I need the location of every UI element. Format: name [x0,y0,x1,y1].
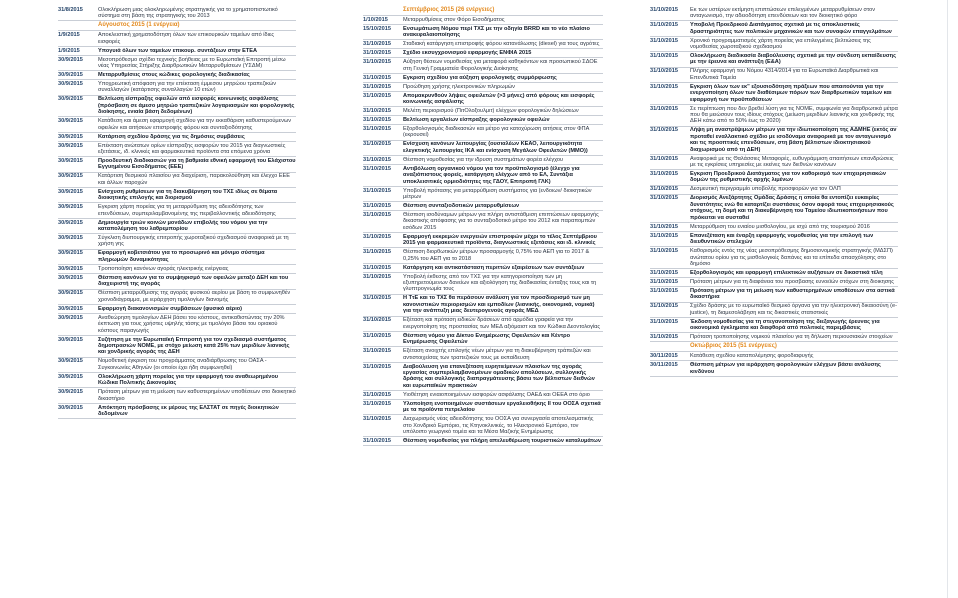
action-description: Προοδευτική διαδικασιών για τη βαθμιαία εθνική εφαρμογή του Ελάχιστου Εγγυημένου Εισοδήματος (ΕΕΕ) [98,158,296,171]
schedule-row [650,352,898,361]
schedule-row [363,264,603,273]
action-description: Κατάρτιση θεσμικού πλαισίου για διαχείριση, παρακολούθηση και έλεγχο ΕΕΕ και άλλων παροχών [98,173,290,186]
schedule-row [363,363,603,391]
deadline-date: 30/9/2015 [58,314,83,321]
deadline-date: 30/9/2015 [58,96,83,103]
deadline-date: 30/9/2015 [58,56,83,63]
deadline-date: 30/9/2015 [58,118,83,125]
deadline-date: 31/10/2015 [363,416,391,423]
schedule-row [650,186,898,195]
deadline-date: 30/9/2015 [58,290,83,297]
action-description: Αύξηση θέσεων νομοθεσίας για μεταφορά καθηκόντων και προσωπικού ΣΔΟΕ στη Γενική Γραμματεία Φορολογικής Διοίκησης [403,59,598,72]
action-description: Σχέδιο εκσυγχρονισμού εφαρμογής ΕΝΦΙΑ 2015 [403,50,532,57]
action-description: Επανεξέταση και έναρξη εφαρμογής νομοθεσίας για την επιλογή των διευθυντικών στελεχών [690,232,874,246]
deadline-date: 31/10/2015 [363,249,391,256]
schedule-row [650,232,898,247]
action-description: Ενίσχυση κανόνων λειτουργίας (ουσιαλέων ΚΕΑΟ, λειτουργικότητα ελεγκτικής λειτουργίας ΙΚΑ και ενίσχυση Μεγάλων Οφειλετών (ΜΜΟ)) [403,141,588,154]
schedule-row [58,404,296,419]
schedule-row [58,56,296,71]
schedule-row [363,74,603,83]
action-description: Ολοκλήρωση μιας ολοκληρωμένης στρατηγικής για το χρηματοπιστωτικό σύστημα στη βάση της στρατηγικής του 2013 [98,6,278,20]
deadline-date: 31/10/2015 [650,334,678,341]
action-description: Εξέταση ανοιχτής επιλογής νέων μέτρων για τη διακυβέρνηση τράπεζών και αντιστοιχείσας των τραπεζικών τους με εκπαίδευση [403,348,591,361]
schedule-row [363,141,603,156]
deadline-date: 31/10/2015 [650,318,678,325]
deadline-date: 30/9/2015 [58,72,83,79]
deadline-date: 31/10/2015 [363,212,391,219]
deadline-date: 30/9/2015 [58,219,83,226]
schedule-row [58,173,296,188]
schedule-row [650,303,898,318]
deadline-date: 31/10/2015 [363,92,391,99]
deadline-date: 31/10/2015 [650,269,678,276]
deadline-date: 31/10/2015 [363,203,391,210]
deadline-date: 31/10/2015 [650,171,678,178]
page-edge [947,0,948,598]
schedule-row [363,211,603,233]
schedule-row [650,52,898,67]
action-description: Σε περίπτωση που δεν βρεθεί λύση για τις ΝΟΜΕ, συμφωνία για διαρθρωτικά μέτρα που θα μειώσουν τους ιδίους στόχους (μείωση μεριδίων λιανικής και χονδρικής της ΔΕΗ κάτω από το 50% έως το 2020) [690,105,898,125]
action-description: Εφαρμογή διακανονισμών συμβάσεων (φυσικό αέριο) [98,305,243,312]
action-description: Κατάθεση σχεδίου καταπολέμησης φοροδιαφυγής [690,353,814,360]
deadline-date: 31/10/2015 [650,53,678,60]
action-description: Θέσπιση νομοθεσίας για την ιδρυση συστημάτων φορέα ελέγχου [403,156,564,163]
deadline-date: 31/10/2015 [363,41,391,48]
deadline-date: 30/9/2015 [58,142,83,149]
deadline-date: 15/10/2015 [363,25,391,32]
deadline-date: 31/10/2015 [650,303,678,310]
schedule-row [363,273,603,295]
schedule-row [58,274,296,289]
schedule-row [363,295,603,317]
deadline-date: 30/9/2015 [58,204,83,211]
action-description: Κατάρτιση σχεδίου δράσης για τις δημόσιες συμβάσεις [98,133,245,140]
column-2 [363,6,603,596]
action-description: Υποβολή Προεδρικού Διατάγματος σχετικά με τις αποκλειστικές δραστηριότητες των πολιτικών μηχανικών και των συναφών επαγγελμάτων [690,22,892,35]
deadline-date: 31/10/2015 [363,400,391,407]
deadline-date: 31/10/2015 [650,195,678,202]
schedule-row [58,265,296,274]
action-description: Κατάθεση και άμεση εφαρμογή σχεδίου για την εκκαθάριση καθυστερούμενων οφειλών και αιτήσεων επιστροφής φόρου και συνταξιοδότησης [98,118,292,131]
deadline-date: 31/10/2015 [650,155,678,162]
action-description: Πρόταση μέτρων για τη μείωση των καθυστερημένων υποθέσεων στο διοικητικό δικαστήριο [98,389,296,402]
deadline-date: 1/9/2015 [58,32,80,39]
deadline-date: 30/9/2015 [58,188,83,195]
schedule-row [58,6,296,21]
schedule-row [363,202,603,211]
deadline-date: 31/10/2015 [363,391,391,398]
schedule-row [363,25,603,40]
schedule-row [58,203,296,218]
action-description: Έκδοση νομοθεσίας για τη στεγανοποίηση της διεξαγωγής έρευνας για οικονομικά έγκληματα και διαφθορά από πολιτικές παρεμβάσεις [690,318,880,332]
schedule-row [58,157,296,172]
schedule-row [363,187,603,202]
deadline-date: 31/10/2015 [650,105,678,112]
deadline-date: 31/10/2015 [363,363,391,370]
deadline-date: 31/10/2015 [363,295,391,302]
action-description: Διαχωρισμός νέας αδειοδότησης του ΟΟΣΑ για συνεργασία αποτελεσματικής στο Χονδρικό Εμπόριο, τις Κτηνοκλινικές, το Ηλεκτρονικό Εμπόριο, τον υπόλοιπο γεωργικό τομέα και τα Μέσα Μαζικής Ενημέρωσης [403,416,594,435]
action-description: Δημιουργία τριών κοινών μονάδων επιβολής του νόμου για την καταπολέμηση του λαθρεμπορίου [98,219,268,233]
column-3 [650,6,898,596]
action-description: Θέσπιση διορθωτικών μέτρων προσαρμογής 0,75% του ΑΕΠ για το 2017 & 0,25% του ΑΕΠ για το 2018 [403,249,590,262]
schedule-row [363,107,603,116]
deadline-date: 31/10/2015 [650,278,678,285]
schedule-row [58,336,296,358]
action-description: Υποβολή πρότασης για μεταρρύθμιση συστήματος για (ενδοιων/ διοικητικών μέτρων [403,187,592,201]
schedule-row [58,290,296,305]
action-description: Εγκριση σχεδίου για αύξηση φορολογικής συμμόρφωσης [403,74,557,81]
schedule-row [58,80,296,95]
action-description: Αναφορικά με τις Θαλάσσιες Μεταφορές, ευθυγράμμιση απαιτήσεων επανδρώσεις με τις εγκρίσεις υπηρεσίες με εκείνες των διεθνών κανόνων [690,155,894,169]
schedule-row [650,195,898,223]
schedule-row [58,388,296,403]
action-description: Καθορισμός εντός της νέας μεσοπρόθεσμης δημοσιονομικής στρατηγικής (ΜΔΣΠ) ανώτατου ορίου για τις μισθολογικές δαπάνες και τα επίπεδα απασχόλησης στο δημόσιο [690,248,893,267]
deadline-date: 31/10/2015 [650,248,678,255]
action-description: Προώθηση χρήσης ηλεκτρονικών πληρωμών [403,83,515,90]
action-description: Λήψη μη αναστρέψιμων μέτρων για την ιδιωτικοποίηση της ΑΔΜΗΕ (εκτός αν προταθεί εναλλακτικό σχέδιο με ισοδύναμα αναφορικά με τον ανταγωνισμό και τις προοπτικές επενδύσεων, στη βάση βέλτιστων ιδιοκτησιακού διαχωρισμού από τη ΔΕΗ) [690,127,897,153]
action-description: Υποχρεωτική απόφαση για την επέκταση έμμεσου μητρώου τραπεζικών συναλλαγών (κατάρτισης συναλλαγών 10 ετών) [98,81,276,94]
deadline-date: 31/10/2015 [363,273,391,280]
deadline-date: 31/10/2015 [650,232,678,239]
action-description: Θέσπιση κανόνων για το συμψηφισμό των οφειλών μεταξύ ΔΕΗ και του διαχειριστή της αγοράς [98,274,289,288]
schedule-row [650,333,898,342]
deadline-date: 30/9/2015 [58,358,83,365]
action-description: Εγκριση χάρτη πορείας για τη μεταρρύθμιση της αδειοδότησης των επενδύσεων, συμπεριλαμβανομένης της περιβαλλοντικής αδειοδότησης [98,204,276,217]
schedule-row [650,318,898,333]
deadline-date: 31/10/2015 [650,223,678,230]
deadline-date: 31/10/2015 [650,186,678,193]
deadline-date: 31/10/2015 [363,74,391,81]
deadline-date: 31/10/2015 [363,108,391,115]
schedule-row [650,127,898,155]
action-description: Σχέδιο δράσης με το ευρωπαϊκό θεσμικό όργανα για την ηλεκτρονική δικαιοσύνη (e-justice), τη διαμεσολάβηση και τις δικαστικές στατιστικές [690,303,898,316]
schedule-row [58,71,296,80]
action-description: Αναθεώρηση τιμολογίων ΔΕΗ βάσει του κόστους, αντικαθιστώντας την 20% έκπτωση για τους χρήστες υψηλής τάσης με τιμολόγιο βάσει του οριακού κόστους παραγωγής [98,314,285,334]
deadline-date: 30/9/2015 [58,133,83,140]
deadline-date: 30/9/2015 [58,274,83,281]
action-description: Θέσπιση νομοθεσίας για πλήρη απελευθέρωση τουριστικών καταλυμάτων [403,437,601,444]
schedule-row [650,278,898,287]
schedule-row [650,68,898,83]
deadline-date: 31/10/2015 [650,6,678,13]
schedule-row [363,415,603,437]
schedule-row [650,287,898,302]
deadline-date: 31/10/2015 [363,317,391,324]
schedule-row [58,373,296,388]
deadline-date: 30/11/2015 [650,362,678,369]
action-description: Χρονικό προγραμματισμός χάρτη πορείας για επιλεγμένες βελτιώσεις της νομοθεσίας χωροταξικού σχεδιασμού [690,37,871,51]
schedule-row [650,155,898,170]
schedule-row [650,37,898,52]
deadline-date: 31/10/2015 [363,156,391,163]
deadline-date: 30/9/2015 [58,373,83,380]
action-description: Ενσωμάτωση Νόμου περί ΤΧΣ με την οδηγία BRRD και το νέο πλαίσιο ανακεφαλαιοποίησης [403,25,590,39]
action-description: Αντιβόλωση οργανικού νόμου για τον προϋπολογισμό (έλεγχο για αναξιόπιστους φορείς, κατάργηση ελέγχων από το ΕΛ, Συντάξια υποκλεισιτικές ορμιοδιότητες της ΓΔΟΥ, Επιτροπή ΓΛΚ) [403,165,580,185]
schedule-row [650,223,898,232]
deadline-date: 31/10/2015 [363,117,391,124]
deadline-date: 31/10/2015 [363,165,391,172]
action-description: Θέσπιση μέτρων για ιεράρχηση φορολογικών ελέγχων βάσει ανάλυσης κινδύνου [690,362,881,375]
schedule-row [363,332,603,347]
schedule-row [58,96,296,118]
deadline-date: 30/9/2015 [58,305,83,312]
schedule-row [363,391,603,400]
action-description: Μεταρρυθμίσεις στον Φόρο Εισοδήματος [403,16,505,23]
schedule-row [650,361,898,376]
schedule-row [58,31,296,46]
action-description: Συζήτηση με την Ευρωπαϊκή Επιτροπή για τον σχεδιασμό συστήματος δημοπρασιών ΝΟΜΕ, με στόχο μείωση κατά 25% των μεριδίων λιανικής και χονδρικής αγοράς της ΔΕΗ [98,336,290,356]
action-description: Ολοκλήρωση χάρτη πορείας για την εφαρμογή του αναθεωρημένου Κώδικα Πολιτικής Δικονομίας [98,373,279,387]
action-description: Μεταρρύθμιση του ενιαίου μισθολογίου, με ισχύ από της τουρισμού 2016 [690,223,870,230]
deadline-date: 30/9/2015 [58,389,83,396]
action-description: Δεσμευτική περιγραμμίο υποβολής προσφορών για τον ΟΛΠ [690,186,841,193]
schedule-row [363,116,603,125]
action-description: Θέσπιση συνταξιοδοτικών μεταρρυθμίσεων [403,203,520,210]
action-description: Τροποποίηση κανόνων αγοράς ηλεκτρικής ενέργειας [98,265,229,272]
deadline-date: 30/11/2015 [650,353,678,360]
month-heading: Οκτώβριος 2015 (51 ενέργειες) [650,342,898,352]
deadline-date: 30/9/2015 [58,235,83,242]
deadline-date: 31/10/2015 [363,332,391,339]
action-description: Εκ των υστέρων εκτίμηση επιπτώσεων επιλεγμένων μεταρρυθμίσεων στον ανταγωνισμό, την αδειοδότηση επενδύσεων και τον διοικητικό φόρο [690,6,876,20]
action-description: Ενίσχυση ρυθμίσεων για τη διακυβέρνηση του ΤΧΣ ιδίως σε θέματα διοικητικής επιλογής και διορισμού [98,188,278,202]
action-description: Εγκριση όλων των εκ" εξουσιοδότηση πράξεων που απαιτούνται για την ενεργοποίηση όλων των διαθέσιμων πόρων των διαρθρωτικών ταμείων και εφαρμογή των προϋποθέσεων [690,83,892,103]
schedule-row [363,125,603,140]
deadline-date: 31/10/2015 [650,68,678,75]
schedule-row [363,92,603,107]
schedule-row [363,40,603,49]
action-description: Απομακρυνθούν λήψεις οφειλετών (>3 μήνες) από φόρους και εισφορές κοινωνικής ασφάλισης [403,92,595,106]
deadline-date: 1/10/2015 [363,16,388,23]
deadline-date: 31/10/2015 [363,50,391,57]
schedule-row [363,156,603,165]
action-description: Αποκλειστική χρηματοδότηση όλων των επικουρικών ταμείων από ίδιες εισφορές [98,32,275,45]
schedule-row [650,170,898,185]
action-description: Βελτίωση είσπραξης οφειλών από εισφορές κοινωνικής ασφάλισης (πρόσβαση σε άμεσο μητρώο τραπεζικών λογαριασμών και φορολογικής διοίκησης, ενιαία βάση δεδομένων) [98,96,295,116]
action-description: Εφαρμογή κοβετσιάτου για το προσωρινό και μόνιμο σύστημα πληρωμών δυναμικότητας [98,250,265,263]
schedule-row [363,248,603,263]
action-description: Υιοθέτηση ενιαιοποιημένων εισφορών ασφάλισης ΟΑΕΔ και ΟΕΕΑ στο όριο [403,391,590,398]
action-description: Εγκριση Προεδρικού Διατάγματος για τον καθορισμό των επιχειρησιακών δομών της ρυθμιστικής αρχής λιμένων [690,171,886,184]
action-description: Σύγκλιση διυπουργικής επιτροπής χωροταξικού σχεδιασμού αναφορικά με τη χρήση γης [98,235,289,248]
deadline-date: 31/10/2015 [363,264,391,271]
schedule-row [58,358,296,373]
action-description: Επέκταση ανώτατων ορίων είσπραξης εισφορών του 2015 για διαγνωστικές εξετάσεις, ιδ. κλινικές και φαρμακευτικά προϊόντα στα επόμενα χρόνια [98,142,286,156]
action-description: Υποβολή έκθεσης από τον ΤΧΣ για την κατηγοριοποίηση των μη εξυπηρετούμενων δανείων και αξιολόγηση της διαδικασίας ένταξης τους και τη γλυπτρογνωμία τους [403,273,597,293]
deadline-date: 30/9/2015 [58,173,83,180]
schedule-row [363,317,603,332]
schedule-row [58,219,296,234]
schedule-row [650,83,898,105]
action-description: Σταδιακή κατάργηση επιστροφής φόρου κατανάλωσης (diesel) για τους αγρότες [403,41,600,48]
deadline-date: 31/10/2015 [650,37,678,44]
schedule-row [58,117,296,132]
deadline-date: 30/9/2015 [58,81,83,88]
action-description: Εφαρμογή εκκρεμών ενεργειών επιστροφών μέχρι το τέλος Σεπτέμβριου 2015 για φαρμακευτικά προϊόντα, διαγνωστικές εξετάσεις και ιδ. κλινικές [403,233,597,247]
action-description: Πλήρης εφαρμογή του Νόμου 4314/2014 για τα Ευρωπαϊκά Διαρθρωτικά και Επενδυτικά Ταμεία [690,68,879,81]
schedule-row [58,314,296,336]
schedule-row [650,21,898,36]
action-description: Μεσοπρόθεσμο σχέδιο τεχνικής βοήθειας με το Ευρωπαϊκή Επιτροπή μέσω νέας Υπηρεσίας Στήριξης Διαρθρωτικών Μεταρρυθμίσεων (ΥΣΔΜ) [98,56,286,70]
schedule-row [650,105,898,127]
deadline-date: 31/10/2015 [363,437,391,444]
schedule-row [58,250,296,265]
action-description: Υπογυιά όλων των ταμείων επικουρ. συντάξεων στην ΕΤΕΑ [98,47,258,54]
schedule-row [58,47,296,56]
schedule-row [58,305,296,314]
deadline-date: 31/10/2015 [363,348,391,355]
action-description: Πρόταση μέτρων για τη μείωση των καθυστερημένων υποθέσεων στα αστικά δικαστήρια [690,287,895,301]
schedule-row [650,6,898,21]
schedule-row [58,234,296,249]
deadline-date: 31/10/2015 [363,187,391,194]
action-description: Διαβούλευση για επανεξέταση ευρητιείμενων πλαισίων της αγοράς εργασίας συμπεριλαμβανομένων ομαδικών απολύσεων, συλλογικής δράσης και συλλογικής διαπραγμάτευσης βάσει των βέλτιστων διεθνών και ευρωπαϊκών πρακτικών [403,363,595,389]
schedule-row [363,347,603,362]
action-description: Απόκτηση πρόσβασης εκ μέρους της ΕΛΣΤΑΤ σε πηγές διοικητικών δεδομένων [98,404,279,417]
schedule-row [650,269,898,278]
schedule-row [363,165,603,187]
action-description: Μελέτη περιορισμού (ΠιτΟλοξουλμιτ) ελέγχων φορολογικών δηλώσεων [403,108,579,115]
action-description: Εξέταση και πρόταση ειδικών δράσεων από αρμόδια γραφεία για την ενεργοποίηση της προστασίας των ΜΕΔ αξιόμαιστ και τον Κώδικα Δεοντολογίας [403,317,601,330]
action-description: Υλοποίηση ενοποιημένων συστάσεων εργαλειοθήκης ΙΙ του ΟΟΣΑ σχετικά με τα προϊόντα πετρελαίου [403,400,601,414]
deadline-date: 31/10/2015 [363,141,391,148]
month-heading: Αύγουστος 2015 (1 ενέργεια) [58,21,296,31]
action-description: Κατάργηση και αντικατάσταση περιττών εξαιρέσεων των συντάξεων [403,264,585,271]
action-description: Εξορθολογισμός και εφαρμογή επιλεκτικών αυξήσεων σε δικαστικά τέλη [690,269,883,276]
schedule-row [363,49,603,58]
action-description: Θέσπιση νόμου για Δίκτυο Ενημέρωσης Οφειλετών και Κέντρο Ενημέρωσης Οφειλετών [403,332,571,346]
schedule-row [363,16,603,25]
action-description: Η ΤτΕ και το ΤΧΣ θα περάσουν ανάλυση για τον προσδιορισμό των μη κανονιστικών περιορισμών και εμποδίων (λιανικής, οικονομικά, νομικά) για την ανάπτυξη μιας δευτερογενούς αγοράς ΜΕΔ [403,295,595,315]
schedule-row [58,188,296,203]
action-description: Θέσπιση ισοδύναμων μέτρων για πλήρη αντιστάθμιση επιπτώσεων εφαρμογής δικαστικής απόφασης για το συνταξιοδοτικό μέτρο του 2012 και παραπομπών εσόδων 2015 [403,212,599,231]
deadline-date: 30/9/2015 [58,404,83,411]
deadline-date: 31/10/2015 [363,126,391,133]
schedule-row [363,83,603,92]
schedule-row [363,437,603,446]
deadline-date: 31/10/2015 [650,287,678,294]
action-description: Νομοθετική έγκριση του προγράμματος αναδιάρθρωσης του ΟΑΣΑ - Συγκοινωνίες Αθηνών (οι οποίοι έχει ήδη συμφωνηθεί) [98,358,267,371]
schedule-row [363,58,603,73]
schedule-row [58,133,296,142]
deadline-date: 31/10/2015 [650,127,678,134]
deadline-date: 31/10/2015 [363,233,391,240]
deadline-date: 30/9/2015 [58,336,83,343]
action-description: Πρόταση τροποποίησης νομικού πλαισίου για τη δήλωση περιουσιακών στοιχείων [690,334,893,341]
schedule-row [650,247,898,269]
schedule-row [363,400,603,415]
action-description: Μεταρρυθμίσεις στους κώδικες φορολογικής διαδικασίας [98,72,250,79]
deadline-date: 30/9/2015 [58,158,83,165]
deadline-date: 1/9/2015 [58,47,80,54]
deadline-date: 31/10/2015 [363,83,391,90]
action-description: Θέσπιση μεταρρύθμισης της αγοράς φυσικού αερίου με βάση το συμφωνηθέν χρονοδιάγραμμα, με ιεράρχηση τιμολογίων διανομής [98,290,291,303]
deadline-date: 30/9/2015 [58,250,83,257]
month-heading: Σεπτέμβριος 2015 (26 ενέργειες) [363,6,603,16]
deadline-date: 30/9/2015 [58,265,83,272]
action-description: Πρόταση μέτρων για τη διαφάνεια του προσβασης ευνοεϊών στόχων στη διοικησης [690,278,895,285]
deadline-date: 31/10/2015 [363,59,391,66]
schedule-row [58,142,296,157]
deadline-date: 31/10/2015 [650,83,678,90]
schedule-row [363,233,603,248]
action-description: Ολοκλήρωση διαδικασία διαβούλευσης σχετικά με την σύνδεση εκπαίδευσης με την έρευνα και ανάπτυξη (Ε&Α) [690,53,896,66]
column-1 [58,6,296,596]
action-description: Βελτίωση εργαλείων είσπραξης φορολογικών οφειλών [403,117,550,124]
action-description: Εξορθολογισμός διαδικασιών και μέτρο για κατοχύρωση αιτήσεις στον ΦΠΑ (εκρουσεί) [403,126,589,139]
deadline-date: 31/10/2015 [650,22,678,29]
action-description: Διορισμός Ανεξάρτητης Ομάδας Δράσης η οποία θα εντοπίζει ευκαιρίες δυνατότητες ενώ θα καταρτίζει συστάσεις όσον αφορά τους επιχειρησιακούς στόχους, τη δομή και τη διακυβέρνηση του Ταμείου ιδιωτικοποιήσεων που πρόκειται να συσταθεί [690,195,894,221]
deadline-date: 31/8/2015 [58,6,83,13]
